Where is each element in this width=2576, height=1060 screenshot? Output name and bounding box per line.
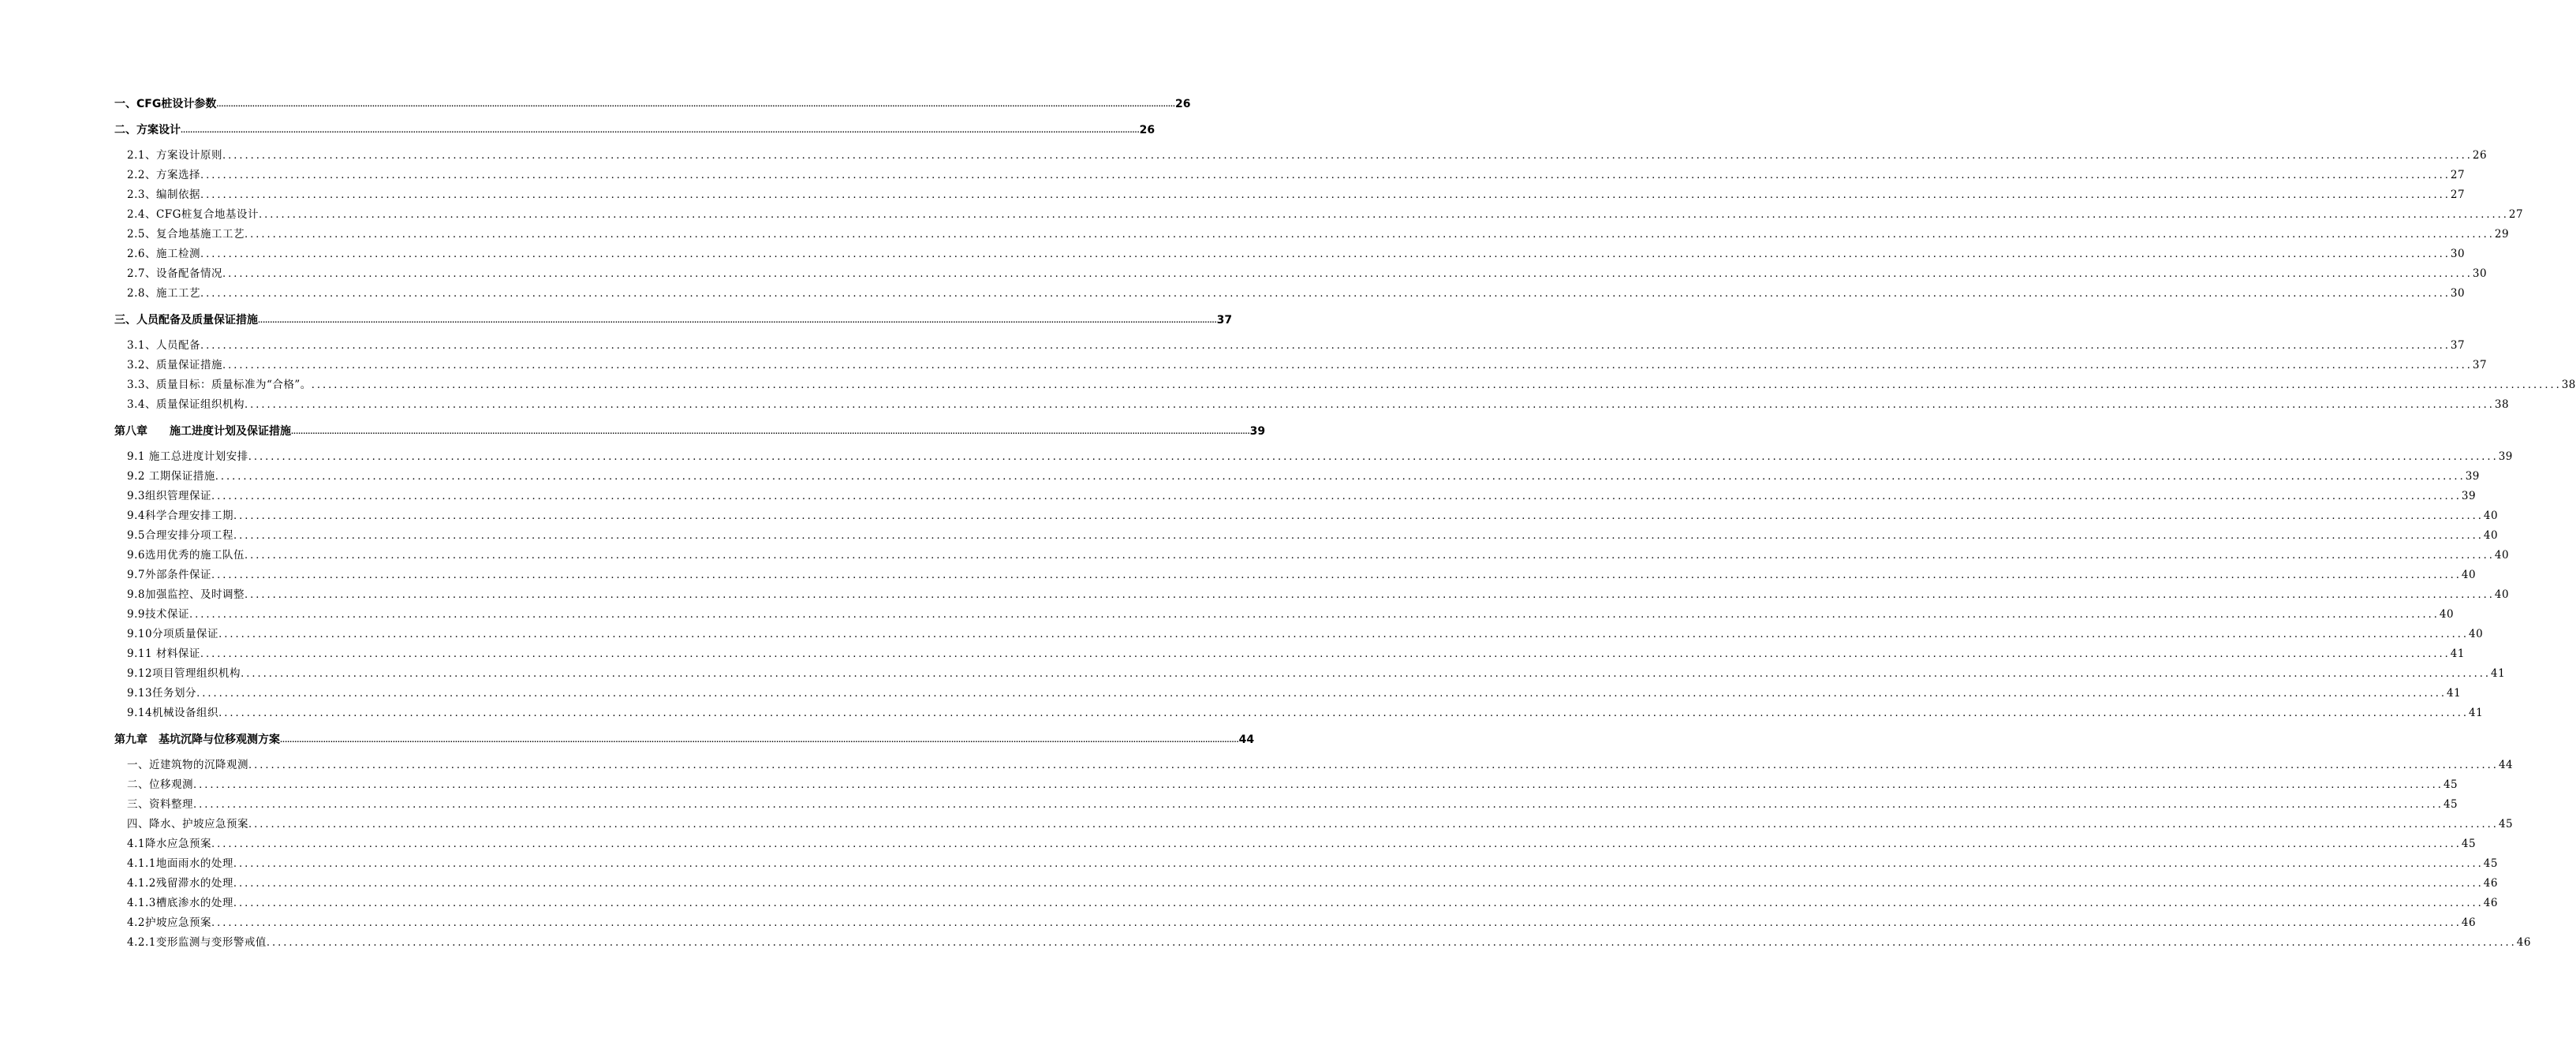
dot-leader: ................................................................................................................................................................................................................................................................................................................................................................................................................ <box>218 629 2469 640</box>
dot-leader: ................................................................................................................................................................................................................................................................................................................................................................................................................ <box>244 229 2495 241</box>
toc-entry-page-number: 45 <box>2483 857 2498 870</box>
dot-leader: ................................................................................................................................................................................................................................................................................................................................................................................................................ <box>181 127 1140 134</box>
toc-item[interactable] <box>114 447 2513 467</box>
toc-entry-page-number: 30 <box>2450 287 2466 300</box>
toc-item[interactable] <box>114 894 2498 913</box>
toc-entry-page-number: 40 <box>2469 628 2484 640</box>
toc-entry-page-number: 29 <box>2494 228 2510 241</box>
dot-leader: ................................................................................................................................................................................................................................................................................................................................................................................................................ <box>241 668 2491 680</box>
toc-item[interactable] <box>114 264 2488 284</box>
toc-entry-title: 2.4、CFG桩复合地基设计 <box>127 208 259 221</box>
toc-item[interactable] <box>114 336 2466 356</box>
toc-item[interactable] <box>114 205 2524 225</box>
toc-entry-title: 2.3、编制依据 <box>127 188 200 201</box>
toc-entry-page-number: 46 <box>2483 877 2498 890</box>
dot-leader: ................................................................................................................................................................................................................................................................................................................................................................................................................ <box>200 340 2451 352</box>
toc-entry-page-number: 46 <box>2516 936 2531 949</box>
dot-leader: ................................................................................................................................................................................................................................................................................................................................................................................................................ <box>266 937 2517 949</box>
toc-entry-title: 2.2、方案选择 <box>127 169 200 181</box>
toc-entry-title: 一、近建筑物的沉降观测 <box>127 759 248 771</box>
toc-entry-title: 2.5、复合地基施工工艺 <box>127 228 245 241</box>
toc-entry-page-number: 45 <box>2443 798 2458 811</box>
toc-item[interactable] <box>114 664 2506 684</box>
dot-leader: ................................................................................................................................................................................................................................................................................................................................................................................................................ <box>311 379 2562 391</box>
toc-entry-page-number: 26 <box>2472 149 2488 162</box>
toc-entry-page-number: 38 <box>2561 379 2576 391</box>
toc-item[interactable] <box>114 526 2499 546</box>
toc-heading[interactable] <box>114 121 1155 140</box>
toc-entry-title: 9.11 材料保证 <box>127 648 200 660</box>
toc-heading[interactable] <box>114 731 1255 749</box>
toc-entry-title: 3.2、质量保证措施 <box>127 359 222 371</box>
toc-entry-title: 9.7外部条件保证 <box>127 569 211 581</box>
dot-leader: ................................................................................................................................................................................................................................................................................................................................................................................................................ <box>211 917 2462 929</box>
toc-item[interactable] <box>114 487 2477 506</box>
toc-entry-page-number: 26 <box>1174 98 1191 110</box>
toc-entry-page-number: 41 <box>2469 707 2484 719</box>
toc-entry-page-number: 46 <box>2483 897 2498 909</box>
dot-leader: ................................................................................................................................................................................................................................................................................................................................................................................................................ <box>218 707 2469 719</box>
toc-entry-title: 2.7、设备配备情况 <box>127 267 222 280</box>
toc-entry-page-number: 45 <box>2443 778 2458 791</box>
dot-leader: ................................................................................................................................................................................................................................................................................................................................................................................................................ <box>222 150 2473 162</box>
toc-heading[interactable] <box>114 423 1266 441</box>
toc-item[interactable] <box>114 644 2465 664</box>
toc-entry-page-number: 39 <box>2465 470 2480 483</box>
toc-entry-title: 三、资料整理 <box>127 798 193 811</box>
dot-leader: ................................................................................................................................................................................................................................................................................................................................................................................................................ <box>193 799 2443 811</box>
toc-item[interactable] <box>114 834 2477 854</box>
toc-item[interactable] <box>114 795 2458 815</box>
toc-entry-page-number: 40 <box>2494 549 2510 562</box>
dot-leader: ................................................................................................................................................................................................................................................................................................................................................................................................................ <box>258 209 2509 221</box>
toc-entry-page-number: 46 <box>2461 916 2477 929</box>
dot-leader: ................................................................................................................................................................................................................................................................................................................................................................................................................ <box>211 838 2462 850</box>
dot-leader: ................................................................................................................................................................................................................................................................................................................................................................................................................ <box>233 898 2484 909</box>
dot-leader: ................................................................................................................................................................................................................................................................................................................................................................................................................ <box>244 589 2495 601</box>
toc-entry-page-number: 27 <box>2508 208 2524 221</box>
toc-entry-title: 4.1降水应急预案 <box>127 838 211 850</box>
toc-entry-title: 二、方案设计 <box>114 124 181 136</box>
toc-entry-page-number: 39 <box>2461 490 2477 502</box>
toc-entry-title: 9.1 施工总进度计划安排 <box>127 450 248 463</box>
toc-entry-page-number: 41 <box>2450 648 2465 660</box>
toc-entry-page-number: 40 <box>2483 529 2499 542</box>
dot-leader: ................................................................................................................................................................................................................................................................................................................................................................................................................ <box>211 569 2462 581</box>
toc-entry-title: 4.2护坡应急预案 <box>127 916 211 929</box>
toc-item[interactable] <box>114 815 2514 834</box>
toc-item[interactable] <box>114 605 2455 625</box>
dot-leader: ................................................................................................................................................................................................................................................................................................................................................................................................................ <box>200 648 2451 660</box>
table-of-contents <box>114 95 2576 953</box>
toc-entry-page-number: 37 <box>2472 359 2488 371</box>
toc-entry-title: 二、位移观测 <box>127 778 193 791</box>
dot-leader: ................................................................................................................................................................................................................................................................................................................................................................................................................ <box>222 360 2473 371</box>
dot-leader: ................................................................................................................................................................................................................................................................................................................................................................................................................ <box>233 878 2484 890</box>
dot-leader: ................................................................................................................................................................................................................................................................................................................................................................................................................ <box>233 858 2484 870</box>
toc-item[interactable] <box>114 854 2498 874</box>
toc-item[interactable] <box>114 756 2514 775</box>
toc-item[interactable] <box>114 874 2498 894</box>
toc-entry-title: 9.9技术保证 <box>127 608 189 621</box>
dot-leader: ................................................................................................................................................................................................................................................................................................................................................................................................................ <box>215 471 2466 483</box>
toc-entry-page-number: 27 <box>2450 188 2466 201</box>
toc-item[interactable] <box>114 185 2466 205</box>
toc-entry-title: 4.1.3槽底渗水的处理 <box>127 897 233 909</box>
toc-entry-page-number: 37 <box>1216 314 1233 327</box>
toc-item[interactable] <box>114 146 2488 166</box>
toc-heading[interactable] <box>114 95 1191 114</box>
dot-leader: ................................................................................................................................................................................................................................................................................................................................................................................................................ <box>233 530 2484 542</box>
toc-entry-page-number: 30 <box>2450 248 2466 260</box>
toc-entry-title: 第九章 基坑沉降与位移观测方案 <box>114 733 280 746</box>
toc-item[interactable] <box>114 375 2576 395</box>
dot-leader: ................................................................................................................................................................................................................................................................................................................................................................................................................ <box>200 189 2451 201</box>
toc-entry-page-number: 38 <box>2494 398 2510 411</box>
toc-item[interactable] <box>114 565 2477 585</box>
toc-entry-title: 3.1、人员配备 <box>127 339 200 352</box>
dot-leader: ................................................................................................................................................................................................................................................................................................................................................................................................................ <box>222 268 2473 280</box>
toc-entry-title: 第八章 施工进度计划及保证措施 <box>114 425 291 438</box>
toc-item[interactable] <box>114 684 2462 704</box>
toc-item[interactable] <box>114 506 2499 526</box>
dot-leader: ................................................................................................................................................................................................................................................................................................................................................................................................................ <box>193 779 2443 791</box>
toc-entry-title: 一、CFG桩设计参数 <box>114 98 217 110</box>
toc-entry-title: 三、人员配备及质量保证措施 <box>114 314 258 327</box>
dot-leader: ................................................................................................................................................................................................................................................................................................................................................................................................................ <box>233 510 2484 522</box>
dot-leader: ................................................................................................................................................................................................................................................................................................................................................................................................................ <box>189 609 2440 621</box>
toc-item[interactable] <box>114 625 2484 644</box>
toc-item[interactable] <box>114 933 2531 953</box>
toc-entry-page-number: 30 <box>2472 267 2488 280</box>
toc-item[interactable] <box>114 585 2510 605</box>
toc-entry-title: 9.5合理安排分项工程 <box>127 529 233 542</box>
toc-item[interactable] <box>114 704 2484 723</box>
toc-entry-page-number: 26 <box>1139 124 1155 136</box>
toc-entry-page-number: 40 <box>2483 509 2499 522</box>
toc-entry-title: 3.3、质量目标：质量标准为“合格”。 <box>127 379 312 391</box>
dot-leader: ................................................................................................................................................................................................................................................................................................................................................................................................................ <box>216 101 1175 108</box>
toc-entry-page-number: 44 <box>2498 759 2514 771</box>
toc-item[interactable] <box>114 166 2466 185</box>
toc-entry-page-number: 37 <box>2450 339 2466 352</box>
toc-entry-title: 4.1.2残留滞水的处理 <box>127 877 233 890</box>
toc-entry-page-number: 44 <box>1238 733 1255 746</box>
toc-item[interactable] <box>114 546 2510 565</box>
toc-item[interactable] <box>114 467 2480 487</box>
toc-entry-page-number: 40 <box>2461 569 2477 581</box>
dot-leader: ................................................................................................................................................................................................................................................................................................................................................................................................................ <box>244 399 2495 411</box>
toc-entry-page-number: 41 <box>2491 667 2506 680</box>
toc-entry-page-number: 45 <box>2461 838 2477 850</box>
toc-entry-title: 3.4、质量保证组织机构 <box>127 398 245 411</box>
dot-leader: ................................................................................................................................................................................................................................................................................................................................................................................................................ <box>258 317 1217 324</box>
toc-item[interactable] <box>114 356 2488 375</box>
toc-item[interactable] <box>114 244 2466 264</box>
dot-leader: ................................................................................................................................................................................................................................................................................................................................................................................................................ <box>211 491 2462 502</box>
toc-entry-title: 4.1.1地面雨水的处理 <box>127 857 233 870</box>
dot-leader: ................................................................................................................................................................................................................................................................................................................................................................................................................ <box>248 451 2499 463</box>
dot-leader: ................................................................................................................................................................................................................................................................................................................................................................................................................ <box>291 428 1250 435</box>
toc-entry-title: 2.6、施工检测 <box>127 248 200 260</box>
toc-entry-title: 9.2 工期保证措施 <box>127 470 215 483</box>
toc-entry-title: 4.2.1变形监测与变形警戒值 <box>127 936 267 949</box>
dot-leader: ................................................................................................................................................................................................................................................................................................................................................................................................................ <box>280 737 1239 744</box>
dot-leader: ................................................................................................................................................................................................................................................................................................................................................................................................................ <box>196 688 2447 700</box>
toc-entry-title: 9.6选用优秀的施工队伍 <box>127 549 245 562</box>
toc-item[interactable] <box>114 225 2510 244</box>
toc-entry-title: 9.10分项质量保证 <box>127 628 219 640</box>
toc-entry-title: 9.3组织管理保证 <box>127 490 211 502</box>
toc-entry-page-number: 41 <box>2447 687 2462 700</box>
toc-entry-title: 2.8、施工工艺 <box>127 287 200 300</box>
dot-leader: ................................................................................................................................................................................................................................................................................................................................................................................................................ <box>200 170 2451 181</box>
toc-entry-title: 9.8加强监控、及时调整 <box>127 588 245 601</box>
toc-item[interactable] <box>114 395 2510 415</box>
toc-entry-page-number: 39 <box>2498 450 2513 463</box>
toc-entry-title: 2.1、方案设计原则 <box>127 149 222 162</box>
toc-entry-title: 9.14机械设备组织 <box>127 707 219 719</box>
toc-entry-page-number: 40 <box>2439 608 2455 621</box>
toc-entry-title: 9.13任务划分 <box>127 687 197 700</box>
dot-leader: ................................................................................................................................................................................................................................................................................................................................................................................................................ <box>244 550 2495 562</box>
toc-entry-page-number: 45 <box>2498 818 2514 830</box>
toc-entry-title: 9.4科学合理安排工期 <box>127 509 233 522</box>
toc-item[interactable] <box>114 284 2466 304</box>
toc-entry-title: 9.12项目管理组织机构 <box>127 667 241 680</box>
toc-item[interactable] <box>114 775 2458 795</box>
toc-entry-page-number: 40 <box>2494 588 2510 601</box>
dot-leader: ................................................................................................................................................................................................................................................................................................................................................................................................................ <box>200 248 2451 260</box>
toc-item[interactable] <box>114 913 2477 933</box>
toc-entry-title: 四、降水、护坡应急预案 <box>127 818 248 830</box>
toc-heading[interactable] <box>114 312 1233 330</box>
dot-leader: ................................................................................................................................................................................................................................................................................................................................................................................................................ <box>200 288 2451 300</box>
dot-leader: ................................................................................................................................................................................................................................................................................................................................................................................................................ <box>248 760 2499 771</box>
toc-entry-page-number: 39 <box>1249 425 1266 438</box>
dot-leader: ................................................................................................................................................................................................................................................................................................................................................................................................................ <box>248 819 2499 830</box>
toc-entry-page-number: 27 <box>2450 169 2466 181</box>
